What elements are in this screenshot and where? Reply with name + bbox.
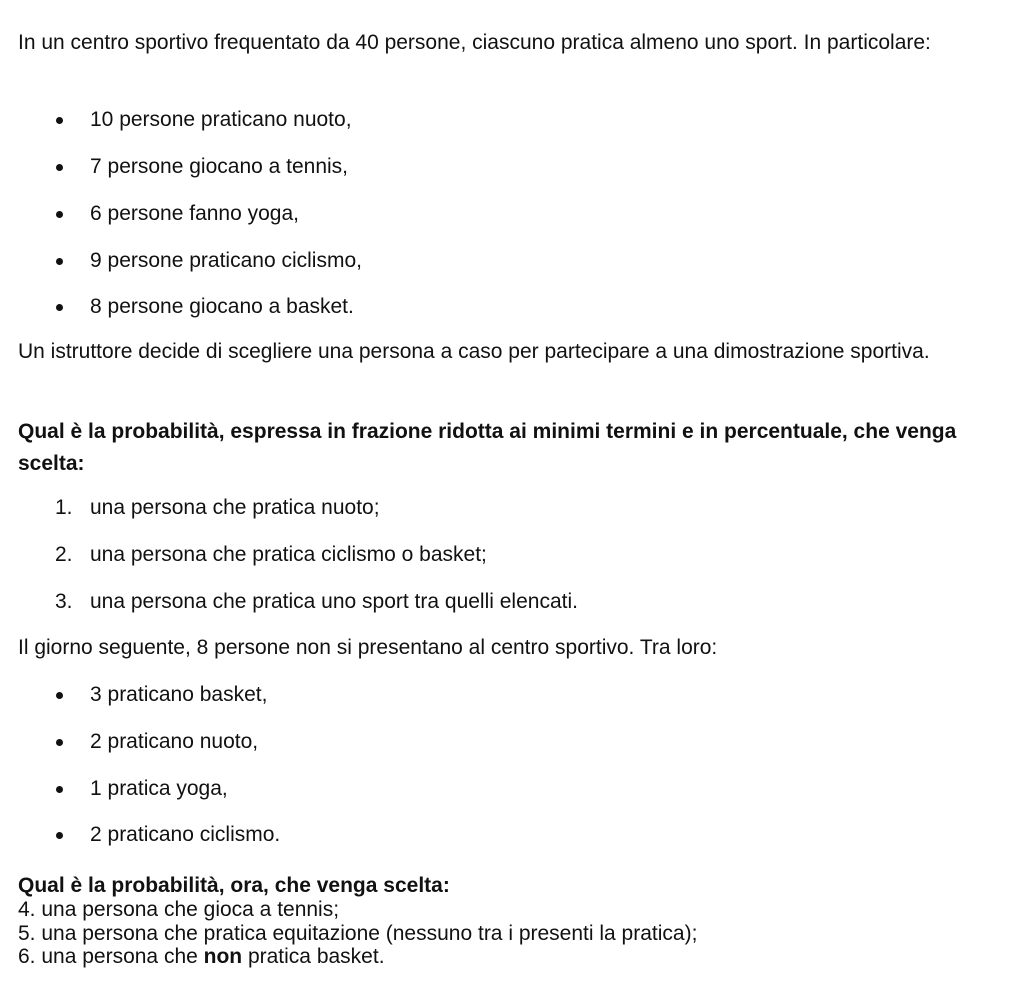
bullet-icon	[56, 832, 63, 839]
bullet-icon	[56, 304, 63, 311]
list-number: 3.	[55, 590, 73, 613]
next-day-paragraph: Il giorno seguente, 8 persone non si presentano al centro sportivo. Tra loro:	[18, 636, 718, 659]
bullet-icon	[56, 258, 63, 265]
intro-paragraph: In un centro sportivo frequentato da 40 persone, ciascuno pratica almeno uno sport. In particolare:	[18, 31, 931, 54]
emphasis-non: non	[203, 945, 243, 968]
list-number: 1.	[55, 496, 73, 519]
bullet-icon	[56, 211, 63, 218]
list-item: 6. una persona che non pratica basket.	[18, 945, 385, 968]
list-number: 2.	[55, 543, 73, 566]
question-2-heading: Qual è la probabilità, ora, che venga scelta:	[18, 874, 450, 897]
list-item: 4. una persona che gioca a tennis;	[18, 898, 340, 921]
question-1-heading: Qual è la probabilità, espressa in frazione ridotta ai minimi termini e in percentuale, che venga scelta:	[18, 420, 957, 475]
bullet-icon	[56, 786, 63, 793]
bullet-icon	[56, 692, 63, 699]
list-item: 5. una persona che pratica equitazione (nessuno tra i presenti la pratica);	[18, 921, 698, 945]
bullet-icon	[56, 164, 63, 171]
cases-2-list	[18, 898, 993, 969]
bullet-icon	[56, 739, 63, 746]
instructor-paragraph: Un istruttore decide di scegliere una persona a caso per partecipare a una dimostrazione sportiva.	[18, 340, 930, 363]
bullet-icon	[56, 117, 63, 124]
